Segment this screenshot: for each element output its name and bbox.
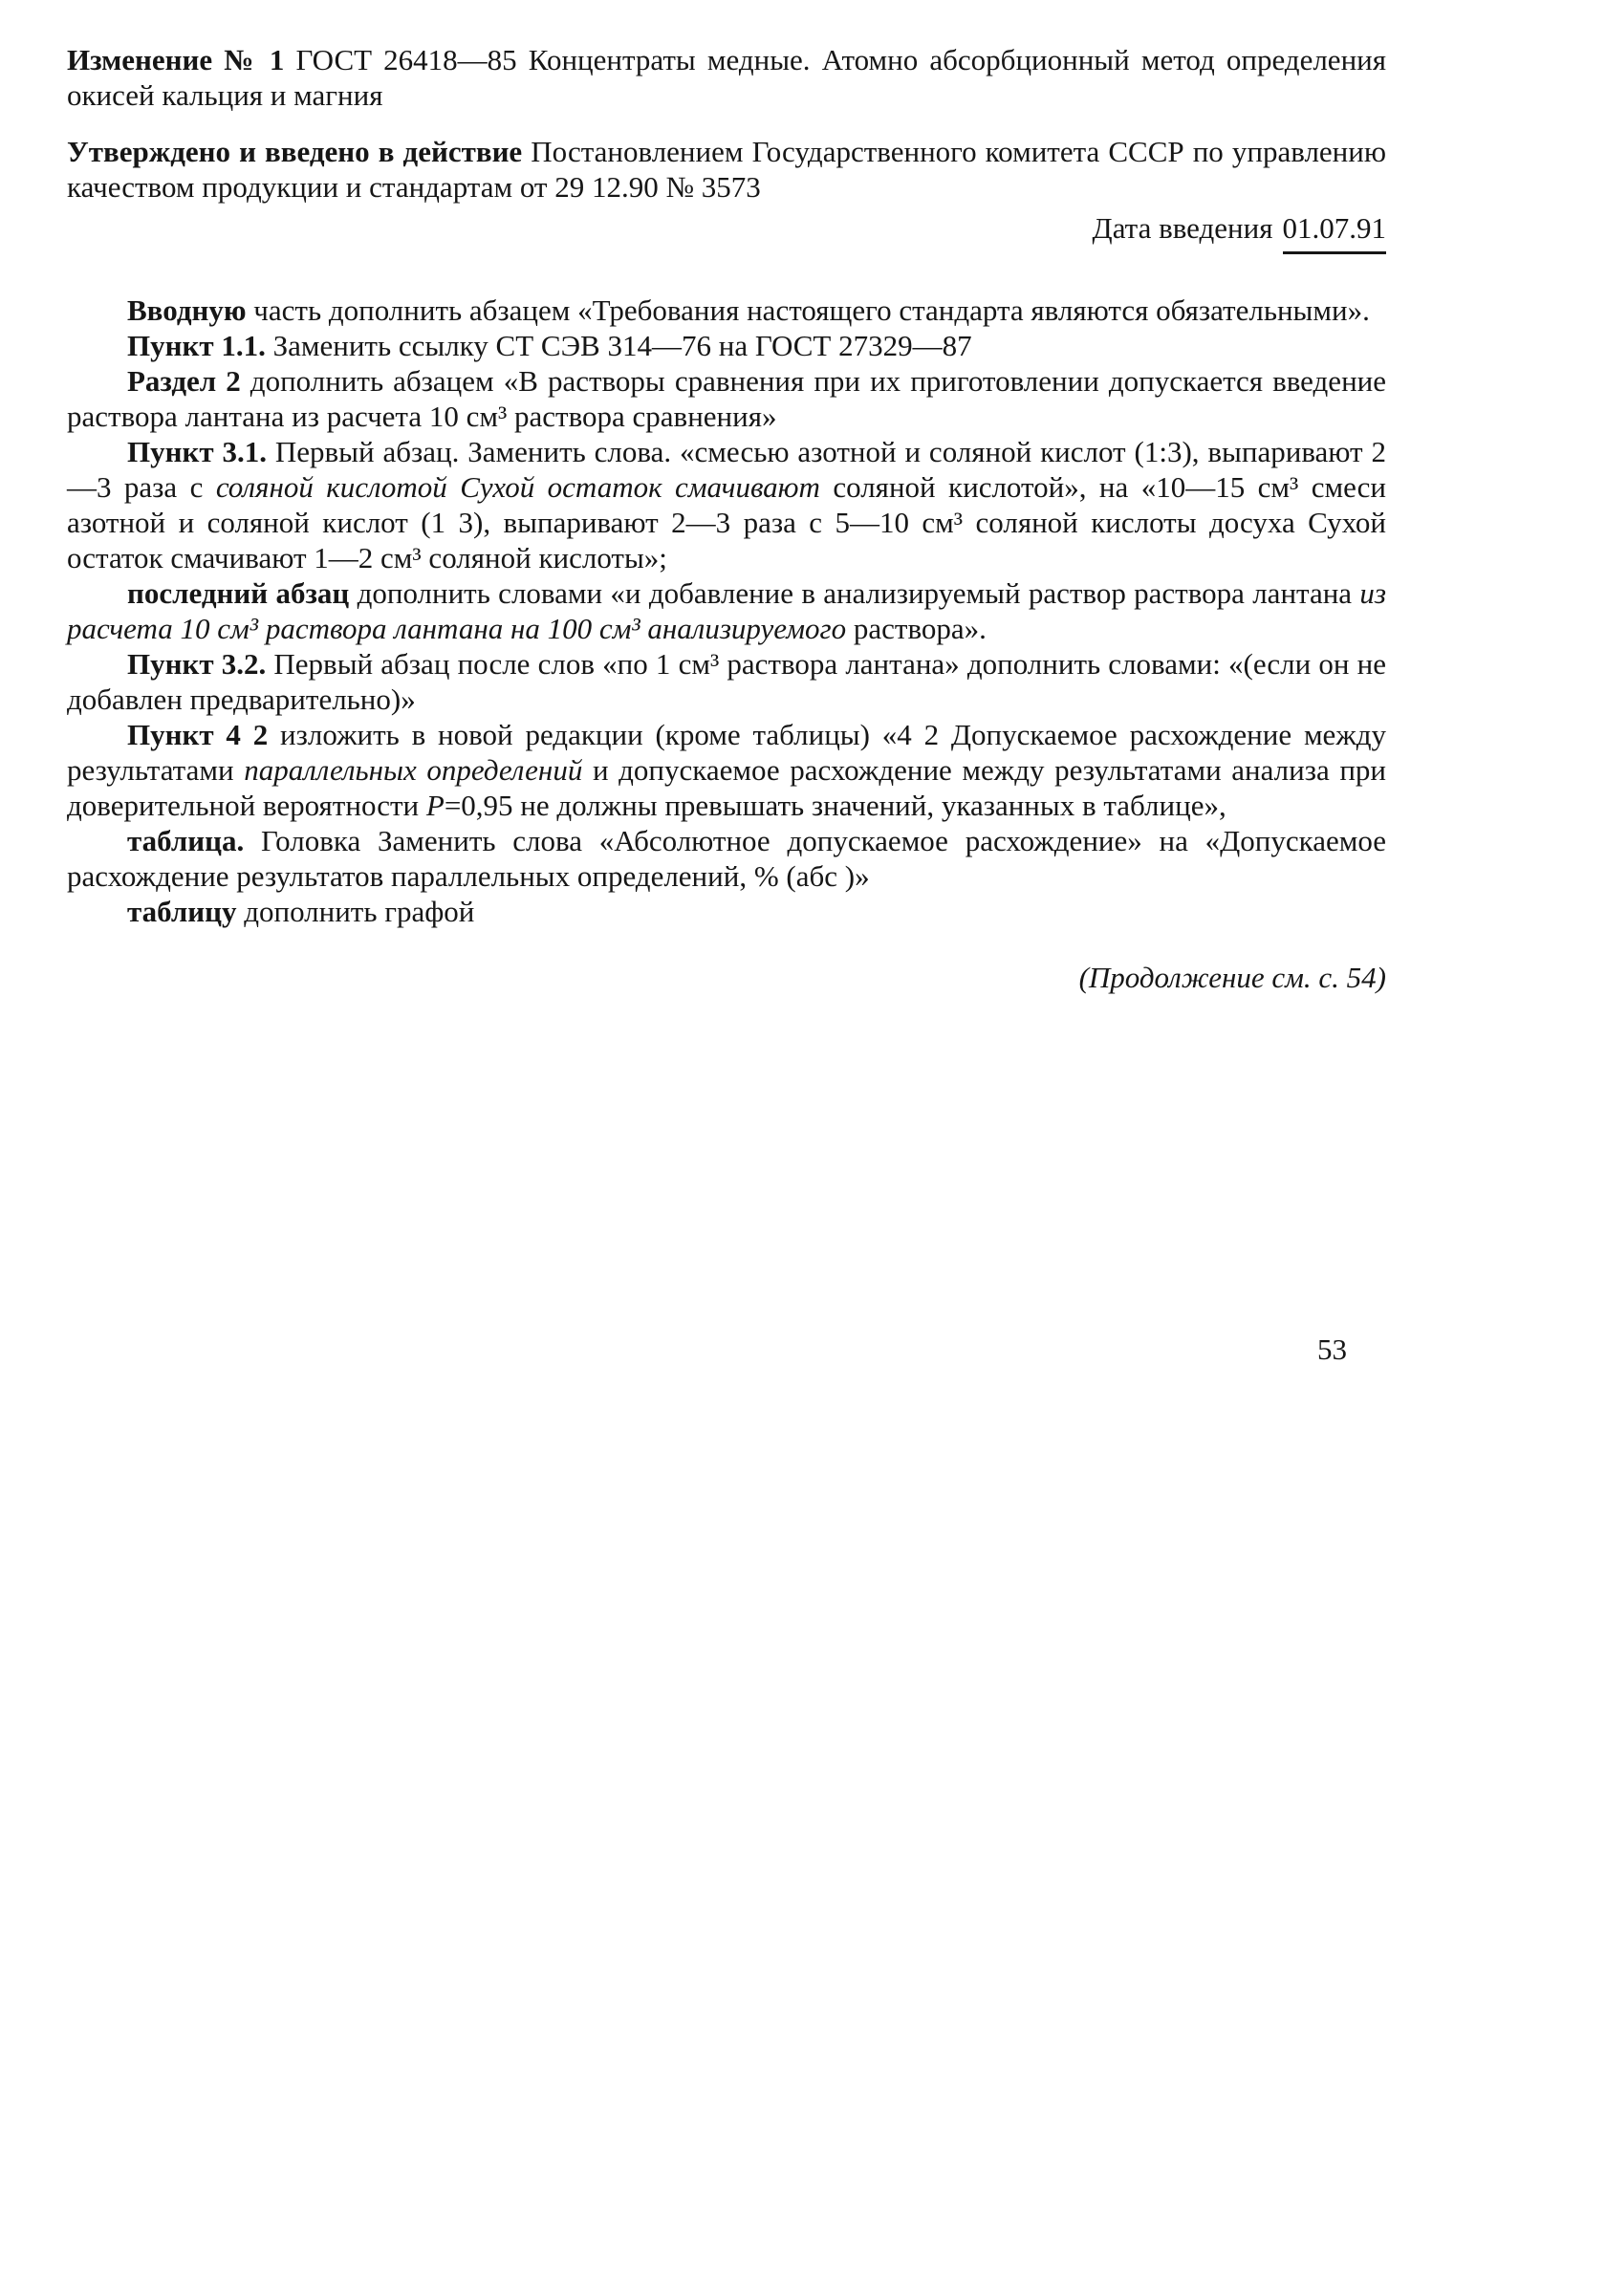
paragraph-lead: Пункт 4 2 [127,718,269,751]
amendment-label: Изменение № 1 [67,43,285,76]
paragraph-lead: последний абзац [127,576,350,610]
paragraph-text-continued: и допускаемое расхождение между результатами анализа при доверительной вероятности [67,753,1387,822]
effective-date-label: Дата введения [1092,211,1273,245]
paragraph-lead: Пункт 1.1. [127,329,266,362]
effective-date [67,210,1386,254]
paragraph-lead: Раздел 2 [127,364,241,398]
paragraph-text: часть дополнить абзацем «Требования настоящего стандарта являются обязательными». [253,293,1370,327]
approval-statement [67,134,1386,205]
page-number: 53 [1317,1332,1347,1366]
paragraph-text-continued: соляной кислотой», на «10—15 см³ смеси азотной и соляной кислот (1 3), выпаривают 2—3 раза с 5—10 см³ соляной кислоты досуха Сухой остаток смачивают 1—2 см³ соляной кислоты»; [67,470,1386,574]
paragraph-lead: Вводную [127,293,247,327]
paragraph-text: Головка Заменить слова «Абсолютное допускаемое расхождение» на «Допускаемое расхождение результатов параллельных определений, % (абс )» [67,824,1386,893]
paragraph-clause-3-2 [67,646,1386,717]
paragraph-text-continued: раствора». [846,612,987,645]
continuation-note: (Продолжение см. с. 54) [1078,961,1386,994]
standard-title: ГОСТ 26418—85 Концентраты медные. Атомно абсорбционный метод определения окисей кальция и магния [67,43,1387,112]
paragraph-clause-3-1 [67,434,1386,575]
paragraph-lead: таблица. [127,824,245,857]
probability-symbol: P [425,789,445,822]
paragraph-italic-text: параллельных определений [244,753,583,787]
paragraph-italic-text: соляной кислотой Сухой остаток смачивают [215,470,820,504]
paragraph-clause-1-1 [67,328,1386,363]
approval-lead: Утверждено и введено в действие [67,135,523,168]
paragraph-text: Первый абзац. Заменить слова. «смесью азотной и соляной кислот (1:3), выпаривают 2—3 раза с [67,435,1386,504]
paragraph-section-2 [67,363,1386,434]
paragraph-text: дополнить словами «и добавление в анализируемый раствор раствора лантана [357,576,1360,610]
amendment-body [67,292,1386,929]
amendment-title [67,42,1386,113]
paragraph-lead: Пункт 3.1. [127,435,267,468]
document-page [67,42,1386,995]
paragraph-lead: Пункт 3.2. [127,647,267,681]
paragraph-text: изложить в новой редакции (кроме таблицы) «4 2 Допускаемое расхождение между результатами [67,718,1387,787]
paragraph-text: дополнить графой [244,895,475,928]
approval-text: Постановлением Государственного комитета СССР по управлению качеством продукции и стандартам от 29 12.90 № 3573 [67,135,1387,204]
paragraph-last-paragraph-amendment [67,575,1386,646]
paragraph-intro [67,292,1386,328]
paragraph-lead: таблицу [127,895,237,928]
paragraph-clause-4-2 [67,717,1386,823]
paragraph-text: Первый абзац после слов «по 1 см³ раствора лантана» дополнить словами: «(если он не добавлен предварительно)» [67,647,1386,716]
paragraph-table-header [67,823,1386,894]
paragraph-text: Заменить ссылку СТ СЭВ 314—76 на ГОСТ 27329—87 [272,329,972,362]
effective-date-value: 01.07.91 [1283,210,1387,254]
paragraph-italic-text: из расчета 10 см³ раствора лантана на 100 см³ анализируемого [67,576,1386,645]
paragraph-text: дополнить абзацем «В растворы сравнения при их приготовлении допускается введение раствора лантана из расчета 10 см³ раствора сравнения» [67,364,1387,433]
paragraph-text-end: =0,95 не должны превышать значений, указанных в таблице», [444,789,1226,822]
paragraph-table-column [67,894,1386,929]
